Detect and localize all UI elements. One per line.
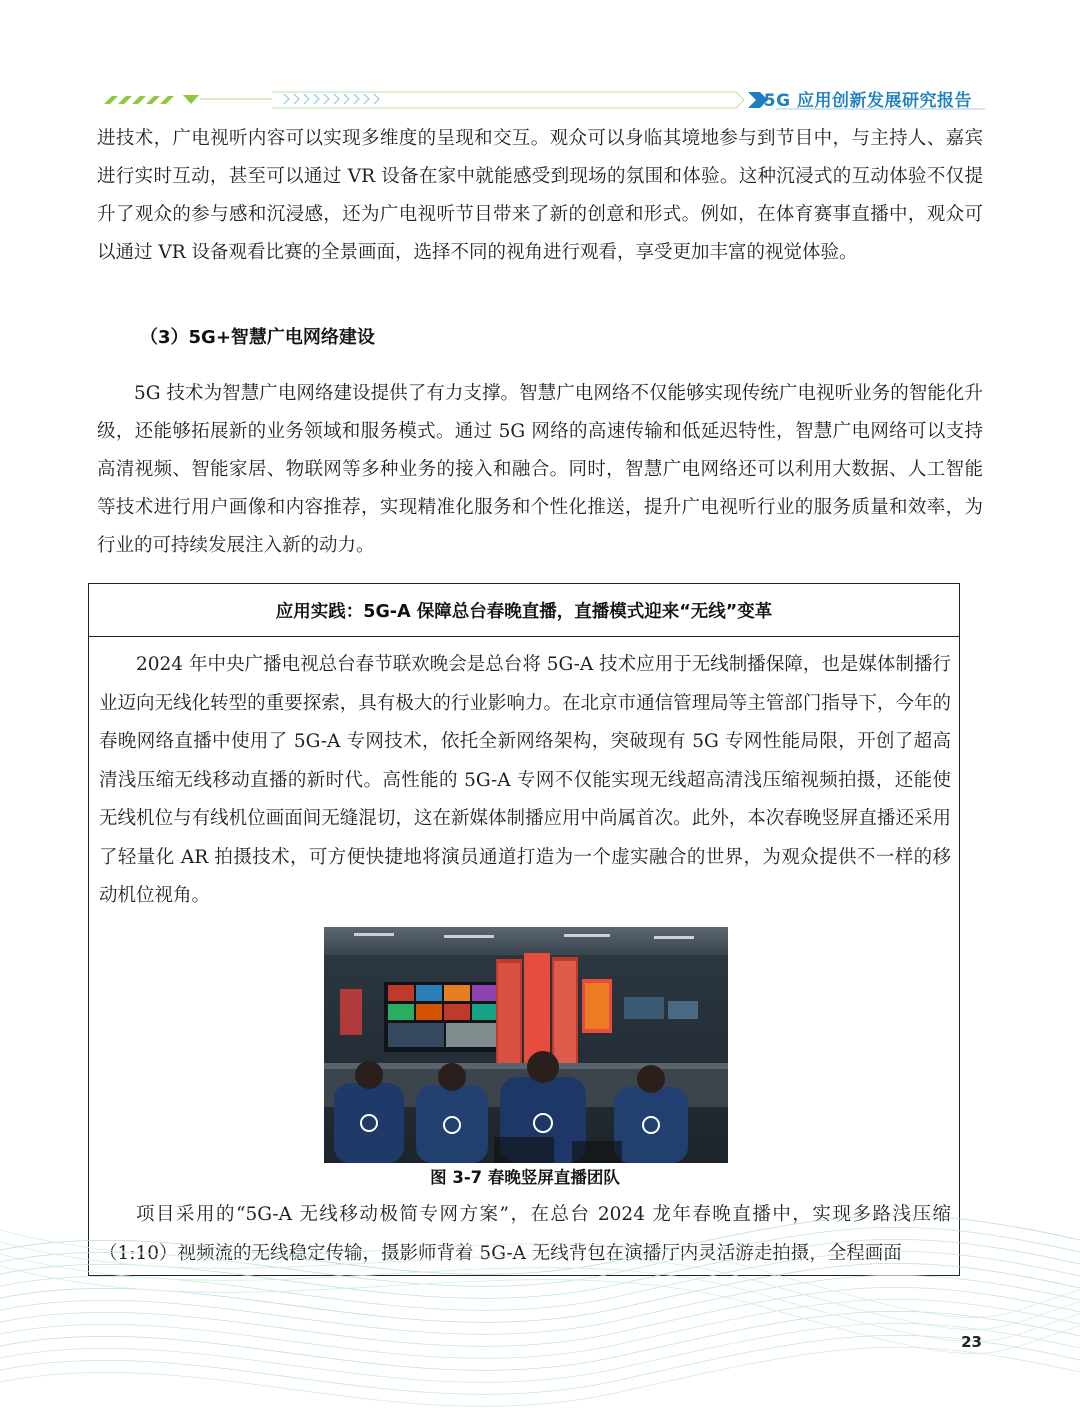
figure-caption: 图 3-7 春晚竖屏直播团队: [430, 1168, 620, 1187]
broadcast-team-photo: [324, 927, 728, 1163]
case-study-title: 应用实践：5G-A 保障总台春晚直播，直播模式迎来“无线”变革: [89, 584, 959, 637]
body-paragraph-2: 5G 技术为智慧广电网络建设提供了有力支撑。智慧广电网络不仅能够实现传统广电视听业务的智能化升级，还能够拓展新的业务领域和服务模式。通过 5G 网络的高速传输和低延迟特性，智慧广电网络可以支持高清视频、智能家居、物联网等多种业务的接入和融合。同时，智慧广电网络还可以利用大数据、人工智能等技术进行用户画像和内容推荐，实现精准化服务和个性化推送，提升广电视听行业的服务质量和效率，为行业的可持续发展注入新的动力。: [97, 383, 983, 556]
case-study-paragraph-2: 项目采用的“5G-A 无线移动极简专网方案”，在总台 2024 龙年春晚直播中，实现多路浅压缩（1:10）视频流的无线稳定传输，摄影师背着 5G-A 无线背包在演播厅内灵活游走拍摄，全程画面: [99, 1204, 951, 1264]
body-paragraph-1: 进技术，广电视听内容可以实现多维度的呈现和交互。观众可以身临其境地参与到节目中，与主持人、嘉宾进行实时互动，甚至可以通过 VR 设备在家中就能感受到现场的氛围和体验。这种沉浸式的互动体验不仅提升了观众的参与感和沉浸感，还为广电视听节目带来了新的创意和形式。例如，在体育赛事直播中，观众可以通过 VR 设备观看比赛的全景画面，选择不同的视角进行观看，享受更加丰富的视觉体验。: [97, 128, 983, 263]
page-number: 23: [961, 1333, 982, 1351]
section-heading: （3）5G+智慧广电网络建设: [140, 327, 375, 348]
report-title: 5G 应用创新发展研究报告: [763, 91, 972, 111]
footer-wave-decoration: [0, 1190, 1080, 1423]
page-header: [0, 78, 1080, 122]
case-study-box: [88, 583, 960, 1276]
case-study-paragraph-1: 2024 年中央广播电视总台春节联欢晚会是总台将 5G-A 技术应用于无线制播保障，也是媒体制播行业迈向无线化转型的重要探索，具有极大的行业影响力。在北京市通信管理局等主管部门指导下，今年的春晚网络直播中使用了 5G-A 专网技术，依托全新网络架构，突破现有 5G 专网性能局限，开创了超高清浅压缩无线移动直播的新时代。高性能的 5G-A 专网不仅能实现无线超高清浅压缩视频拍摄，还能使无线机位与有线机位画面间无缝混切，这在新媒体制播应用中尚属首次。此外，本次春晚竖屏直播还采用了轻量化 AR 拍摄技术，可方便快捷地将演员通道打造为一个虚实融合的世界，为观众提供不一样的移动机位视角。: [99, 654, 951, 906]
